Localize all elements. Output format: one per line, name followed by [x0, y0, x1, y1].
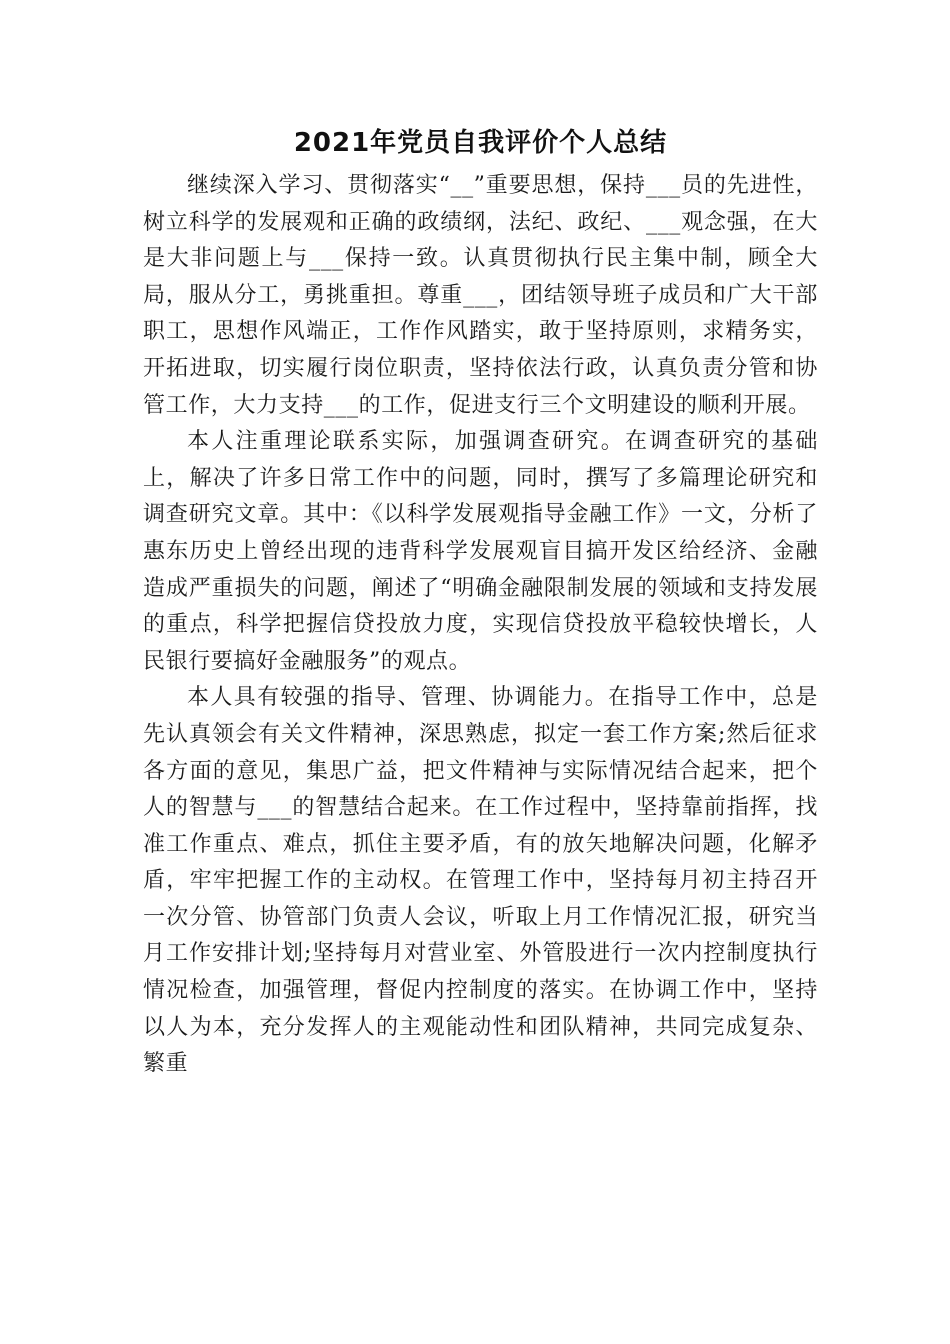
document-page	[143, 118, 818, 1083]
paragraph-1: 继续深入学习、贯彻落实“__”重要思想，保持___员的先进性，树立科学的发展观和正确的政绩纲，法纪、政纪、___观念强，在大是大非问题上与___保持一致。认真贯彻执行民主集中制，顾全大局，服从分工，勇挑重担。尊重___，团结领导班子成员和广大干部职工，思想作风端正，工作作风踏实，敢于坚持原则，求精务实，开拓进取，切实履行岗位职责，坚持依法行政，认真负责分管和协管工作，大力支持___的工作，促进支行三个文明建设的顺利开展。	[143, 173, 818, 418]
document-title: 2021年党员自我评价个人总结	[293, 128, 668, 158]
paragraph-3: 本人具有较强的指导、管理、协调能力。在指导工作中，总是先认真领会有关文件精神，深思熟虑，拟定一套工作方案;然后征求各方面的意见，集思广益，把文件精神与实际情况结合起来，把个人的智慧与___的智慧结合起来。在工作过程中，坚持靠前指挥，找准工作重点、难点，抓住主要矛盾，有的放矢地解决问题，化解矛盾，牢牢把握工作的主动权。在管理工作中，坚持每月初主持召开一次分管、协管部门负责人会议，听取上月工作情况汇报，研究当月工作安排计划;坚持每月对营业室、外管股进行一次内控制度执行情况检查，加强管理，督促内控制度的落实。在协调工作中，坚持以人为本，充分发挥人的主观能动性和团队精神，共同完成复杂、繁重	[143, 685, 818, 1077]
paragraph-2: 本人注重理论联系实际，加强调查研究。在调查研究的基础上，解决了许多日常工作中的问题，同时，撰写了多篇理论研究和调查研究文章。其中：《以科学发展观指导金融工作》一文，分析了惠东历史上曾经出现的违背科学发展观盲目搞开发区给经济、金融造成严重损失的问题，阐述了“明确金融限制发展的领域和支持发展的重点，科学把握信贷投放力度，实现信贷投放平稳较快增长，人民银行要搞好金融服务”的观点。	[143, 429, 818, 674]
